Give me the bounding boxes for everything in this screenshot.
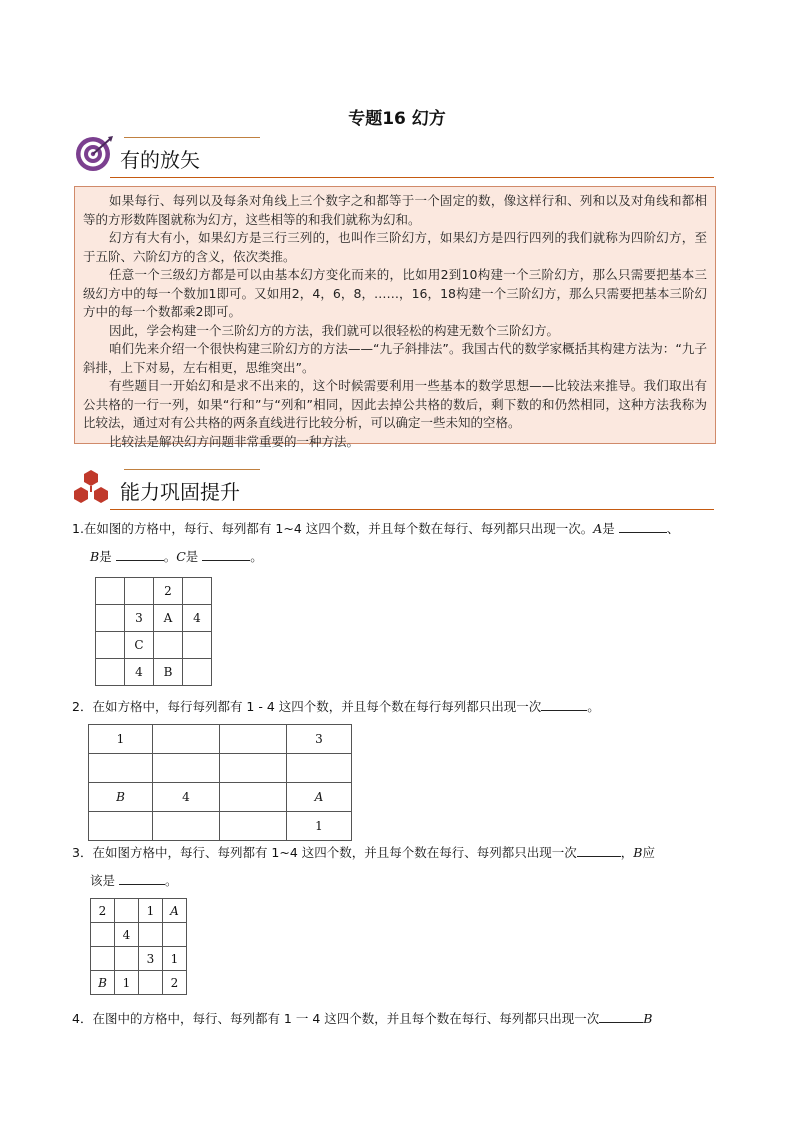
question-text: 、: [666, 521, 680, 536]
question-text: 是: [185, 549, 199, 564]
variable-label: B: [90, 549, 100, 564]
grid-cell: [153, 725, 220, 754]
grid-cell: [154, 632, 183, 659]
variable-label: C: [176, 549, 186, 564]
grid-cell: 2: [91, 899, 115, 923]
grid-cell: [220, 812, 287, 841]
grid-cell: A: [163, 899, 187, 923]
question-3: [72, 844, 732, 890]
question-text: 2．在如方格中，每行每列都有 1 - 4 这四个数，并且每个数在每行每列都只出现一次: [72, 699, 542, 714]
section-header-practice: [70, 466, 714, 510]
grid-cell: [91, 947, 115, 971]
answer-blank[interactable]: [577, 844, 621, 857]
grid-cell: [91, 923, 115, 947]
variable-label: B: [633, 845, 643, 860]
question-text: 。: [165, 873, 178, 888]
question-text: 。: [163, 549, 177, 564]
intro-paragraph: 比较法是解决幻方问题非常重要的一种方法。: [109, 433, 360, 449]
grid-cell: 1: [287, 812, 352, 841]
q2-grid: [88, 724, 352, 841]
grid-cell: [220, 725, 287, 754]
section-title-goals: 有的放矢: [120, 148, 200, 172]
grid-cell: 2: [154, 578, 183, 605]
section-title-practice: 能力巩固提升: [120, 480, 240, 504]
question-2: [72, 698, 732, 716]
intro-paragraph: 任意一个三级幻方都是可以由基本幻方变化而来的，比如用2到10构建一个三阶幻方，那么只需要把基本三级幻方中的每一个数加1即可。又如用2，4，6，8，……，16，18构建一个三阶幻方，那么只需要把基本三阶幻方中的每一个数都乘2即可。: [83, 267, 707, 319]
grid-cell: [139, 971, 163, 995]
grid-cell: [163, 923, 187, 947]
grid-cell: 1: [163, 947, 187, 971]
grid-cell: [183, 632, 212, 659]
grid-cell: B: [89, 783, 153, 812]
answer-blank-b[interactable]: [119, 872, 165, 885]
grid-cell: 1: [115, 971, 139, 995]
answer-blank[interactable]: [541, 698, 587, 711]
question-text: 1.在如图的方格中，每行、每列都有 1~4 这四个数，并且每个数在每行、每列都只出现一次。: [72, 521, 594, 536]
hexagon-cluster-icon: [70, 468, 112, 508]
grid-cell: 4: [125, 659, 154, 686]
grid-cell: [89, 754, 153, 783]
grid-cell: 3: [139, 947, 163, 971]
grid-cell: [153, 754, 220, 783]
variable-label: A: [593, 521, 603, 536]
question-text: 是: [99, 549, 112, 564]
grid-cell: [96, 632, 125, 659]
question-text: 。: [587, 699, 600, 714]
intro-paragraph: 有些题目一开始幻和是求不出来的，这个时候需要利用一些基本的数学思想——比较法来推导。我们取出有公共格的一行一列，如果“行和”与“列和”相同，因此去掉公共格的数后，剩下数的和仍然相同，这种方法我称为比较法，通过对有公共格的两条直线进行比较分析，可以确定一些未知的空格。: [83, 378, 707, 430]
header-rule-bottom: [110, 509, 714, 510]
question-4: [72, 1010, 732, 1028]
question-text: 是: [602, 521, 615, 536]
intro-paragraph: 如果每行、每列以及每条对角线上三个数字之和都等于一个固定的数，像这样行和、列和以及对角线和都相等的方形数阵图就称为幻方，这些相等的和我们就称为幻和。: [83, 193, 707, 227]
question-1: [72, 520, 732, 566]
page-title: 专题16 幻方: [348, 109, 446, 129]
intro-paragraph: 幻方有大有小，如果幻方是三行三列的，也叫作三阶幻方，如果幻方是四行四列的我们就称为四阶幻方，至于五阶、六阶幻方的含义，依次类推。: [83, 230, 707, 264]
grid-cell: 2: [163, 971, 187, 995]
question-text: 该是: [90, 873, 116, 888]
grid-cell: B: [154, 659, 183, 686]
grid-cell: [115, 947, 139, 971]
grid-cell: [183, 659, 212, 686]
grid-cell: [115, 899, 139, 923]
intro-box: [74, 186, 716, 449]
question-text: 4．在图中的方格中，每行、每列都有 1 一 4 这四个数，并且每个数在每行、每列都只出现一次: [72, 1011, 600, 1026]
grid-cell: 3: [287, 725, 352, 754]
q3-grid: [90, 898, 187, 995]
header-rule-top: [124, 469, 260, 470]
grid-cell: [220, 754, 287, 783]
answer-blank-b[interactable]: [116, 548, 164, 561]
grid-cell: A: [287, 783, 352, 812]
grid-cell: 4: [115, 923, 139, 947]
question-text: 应: [642, 845, 655, 860]
grid-cell: 1: [89, 725, 153, 754]
intro-paragraph: 因此，学会构建一个三阶幻方的方法，我们就可以很轻松的构建无数个三阶幻方。: [109, 322, 560, 338]
question-text: 。: [250, 549, 263, 564]
grid-cell: [287, 754, 352, 783]
grid-cell: [96, 659, 125, 686]
answer-blank-c[interactable]: [202, 548, 250, 561]
grid-cell: [220, 783, 287, 812]
grid-cell: [89, 812, 153, 841]
grid-cell: [96, 578, 125, 605]
section-header-goals: [70, 134, 714, 178]
grid-cell: [139, 923, 163, 947]
answer-blank-a[interactable]: [619, 520, 667, 533]
q1-grid: [95, 577, 212, 686]
grid-cell: C: [125, 632, 154, 659]
grid-cell: 4: [153, 783, 220, 812]
grid-cell: A: [154, 605, 183, 632]
grid-cell: [96, 605, 125, 632]
grid-cell: 3: [125, 605, 154, 632]
answer-blank[interactable]: [599, 1010, 643, 1023]
target-icon: [74, 134, 114, 174]
question-text: ，: [620, 845, 634, 860]
question-text: 3．在如图方格中，每行、每列都有 1~4 这四个数，并且每个数在每行、每列都只出现一次: [72, 845, 577, 860]
grid-cell: [125, 578, 154, 605]
variable-label: B: [643, 1011, 653, 1026]
header-rule-top: [124, 137, 260, 138]
grid-cell: [183, 578, 212, 605]
grid-cell: [153, 812, 220, 841]
grid-cell: 1: [139, 899, 163, 923]
intro-paragraph: 咱们先来介绍一个很快构建三阶幻方的方法——“九子斜排法”。我国古代的数学家概括其构建方法为：“九子斜排，上下对易，左右相更，思维突出”。: [83, 341, 707, 375]
grid-cell: 4: [183, 605, 212, 632]
header-rule-bottom: [110, 177, 714, 178]
grid-cell: B: [91, 971, 115, 995]
